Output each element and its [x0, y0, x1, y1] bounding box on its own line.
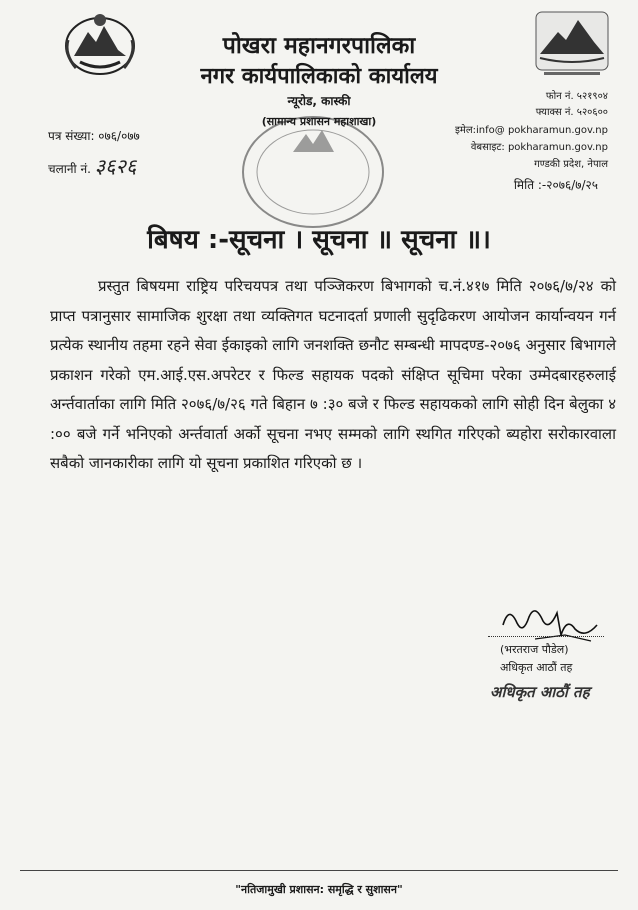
org-name-line2: नगर कार्यपालिकाको कार्यालय	[200, 64, 438, 89]
contact-fax: फ्याक्स नं. ५२०६००	[535, 107, 608, 118]
chalani-number	[48, 152, 136, 179]
chalani-label: चलानी नं.	[48, 162, 91, 176]
office-seal-stamp	[238, 112, 388, 232]
notice-body: प्रस्तुत बिषयमा राष्ट्रिय परिचयपत्र तथा पञ्जिकरण बिभागको च.नं.४१७ मिति २०७६/७/२४ को प्राप्त पत्रानुसार सामाजिक शुरक्षा तथा व्यक्तिगत घटनादर्ता प्रणाली सुदृढिकरण आयोजन कार्यान्वयन गर्न प्रत्येक स्थानीय तहमा रहने सेवा ईकाइको लागि जनशक्ति छनौट सम्बन्धी मापदण्ड-२०७६ अनुसार बिभागले प्रकाशन गरेको एम.आई.एस.अपरेटर र फिल्ड सहायक पदको संक्षिप्त सूचिमा परेका उम्मेदबारहरुलाई अर्न्तवार्ताका लागि मिति २०७६/७/२६ गते बिहान ७ :३० बजे र फिल्ड सहायकको लागि सोही दिन बेलुका ४ :०० बजे गर्ने भनिएको अर्न्तवार्ता अर्को सूचना नभए सम्मको लागि स्थगित गरिएको ब्यहोरा सरोकारवाला सबैको जानकारीका लागि यो सूचना प्रकाशित गरिएको छ ।	[50, 277, 616, 472]
signature-line	[488, 636, 604, 637]
contact-email: इमेल:info@ pokharamun.gov.np	[454, 125, 608, 136]
letter-date: मिति :-२०७६/७/२५	[513, 178, 598, 192]
org-section: (सामान्य प्रशासन महाशाखा)	[261, 115, 377, 128]
chalani-value: ३६२६	[94, 154, 137, 178]
signatory-name: (भरतराज पौडेल)	[500, 643, 569, 656]
subject-heading: बिषय :-सूचना । सूचना ॥ सूचना ॥।	[147, 225, 491, 255]
footer-divider	[20, 870, 618, 871]
org-address: न्यूरोड, कास्की	[287, 94, 351, 108]
contact-province: गण्डकी प्रदेश, नेपाल	[534, 159, 608, 170]
footer-motto: "नतिजामुखी प्रशासन: समृद्धि र सुशासन"	[235, 883, 403, 896]
contact-phone: फोन नं. ५२१९०४	[545, 91, 608, 102]
designation-stamp: अधिकृत आठौं तह	[490, 683, 590, 701]
signatory-title: अधिकृत आठौं तह	[500, 661, 573, 674]
patra-sankhya: पत्र संख्या: ०७६/०७७	[48, 129, 140, 143]
org-name-line1: पोखरा महानगरपालिका	[222, 33, 416, 59]
contact-website: वेबसाइट: pokharamun.gov.np	[470, 142, 608, 153]
